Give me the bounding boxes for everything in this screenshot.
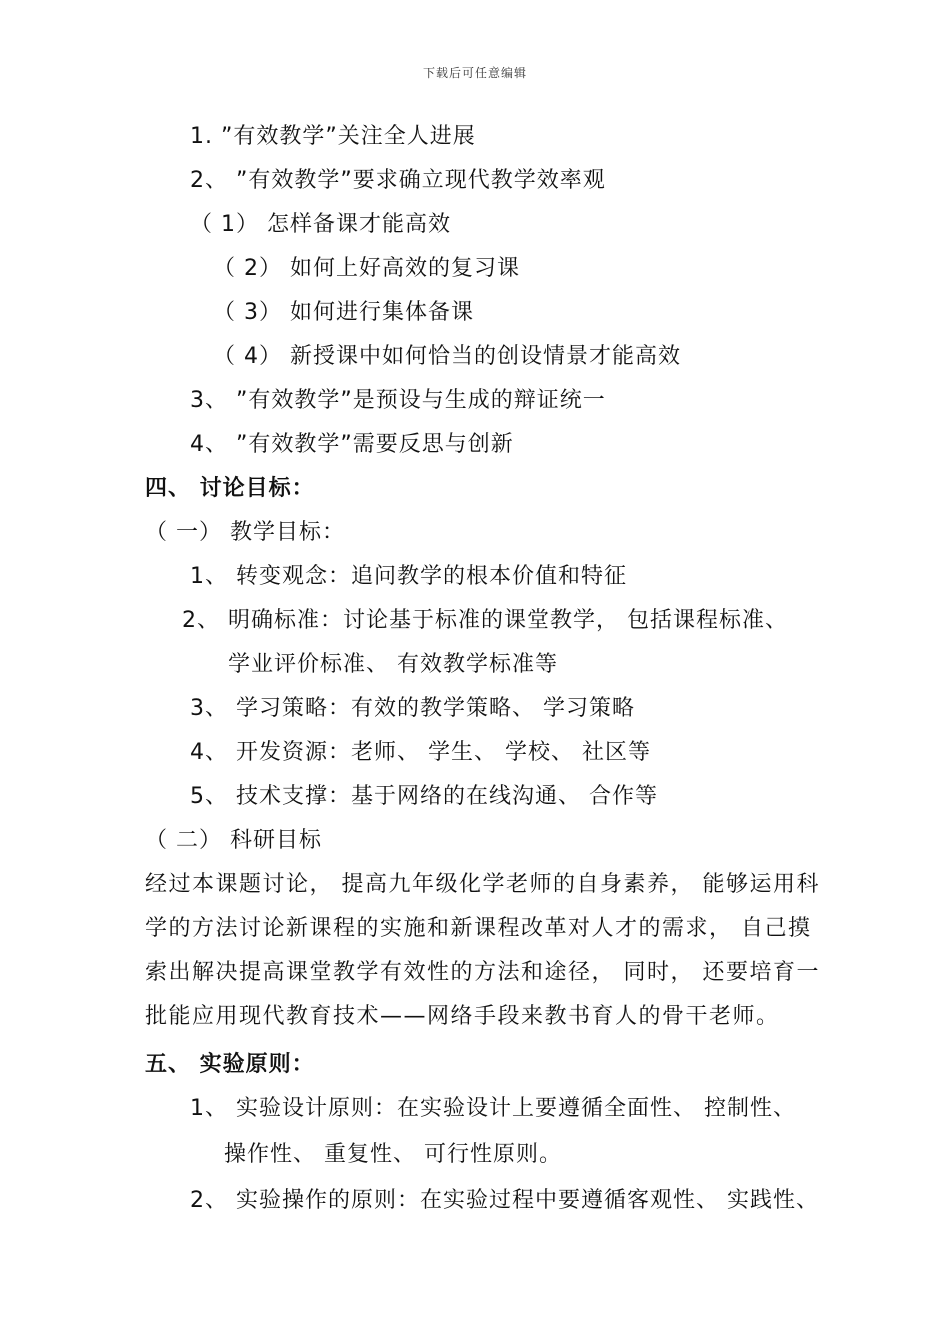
subsection-heading: （ 二） 科研目标 <box>145 828 322 853</box>
list-item: 2、 ”有效教学”要求确立现代教学效率观 <box>190 168 606 193</box>
section-heading: 四、 讨论目标： <box>145 476 315 501</box>
subsection-heading: （ 一） 教学目标： <box>145 520 345 545</box>
list-item: 3、 ”有效教学”是预设与生成的辩证统一 <box>190 388 606 413</box>
list-item-continuation: 操作性、 重复性、 可行性原则。 <box>224 1142 562 1167</box>
list-item: （ 1） 怎样备课才能高效 <box>190 212 451 237</box>
list-item: （ 4） 新授课中如何恰当的创设情景才能高效 <box>213 344 681 369</box>
list-item: 5、 技术支撑：基于网络的在线沟通、 合作等 <box>190 784 658 809</box>
list-item: 4、 开发资源：老师、 学生、 学校、 社区等 <box>190 740 651 765</box>
list-item: （ 2） 如何上好高效的复习课 <box>213 256 520 281</box>
list-item: 4、 ”有效教学”需要反思与创新 <box>190 432 514 457</box>
list-item: （ 3） 如何进行集体备课 <box>213 300 474 325</box>
section-heading: 五、 实验原则： <box>145 1052 315 1077</box>
list-item: 2、 实验操作的原则：在实验过程中要遵循客观性、 实践性、 <box>190 1188 819 1213</box>
paragraph-line: 批能应用现代教育技术——网络手段来教书育人的骨干老师。 <box>145 1004 780 1029</box>
list-item: 3、 学习策略：有效的教学策略、 学习策略 <box>190 696 635 721</box>
paragraph-line: 索出解决提高课堂教学有效性的方法和途径， 同时， 还要培育一 <box>145 960 820 985</box>
list-item: 1. ”有效教学”关注全人进展 <box>190 124 476 149</box>
list-item: 1、 转变观念：追问教学的根本价值和特征 <box>190 564 627 589</box>
list-item: 1、 实验设计原则：在实验设计上要遵循全面性、 控制性、 <box>190 1096 796 1121</box>
list-item-continuation: 学业评价标准、 有效教学标准等 <box>228 652 558 677</box>
paragraph-line: 学的方法讨论新课程的实施和新课程改革对人才的需求， 自己摸 <box>145 916 812 941</box>
list-item: 2、 明确标准：讨论基于标准的课堂教学， 包括课程标准、 <box>182 608 788 633</box>
page-header: 下载后可任意编辑 <box>422 66 527 80</box>
paragraph-line: 经过本课题讨论， 提高九年级化学老师的自身素养， 能够运用科 <box>145 872 820 897</box>
